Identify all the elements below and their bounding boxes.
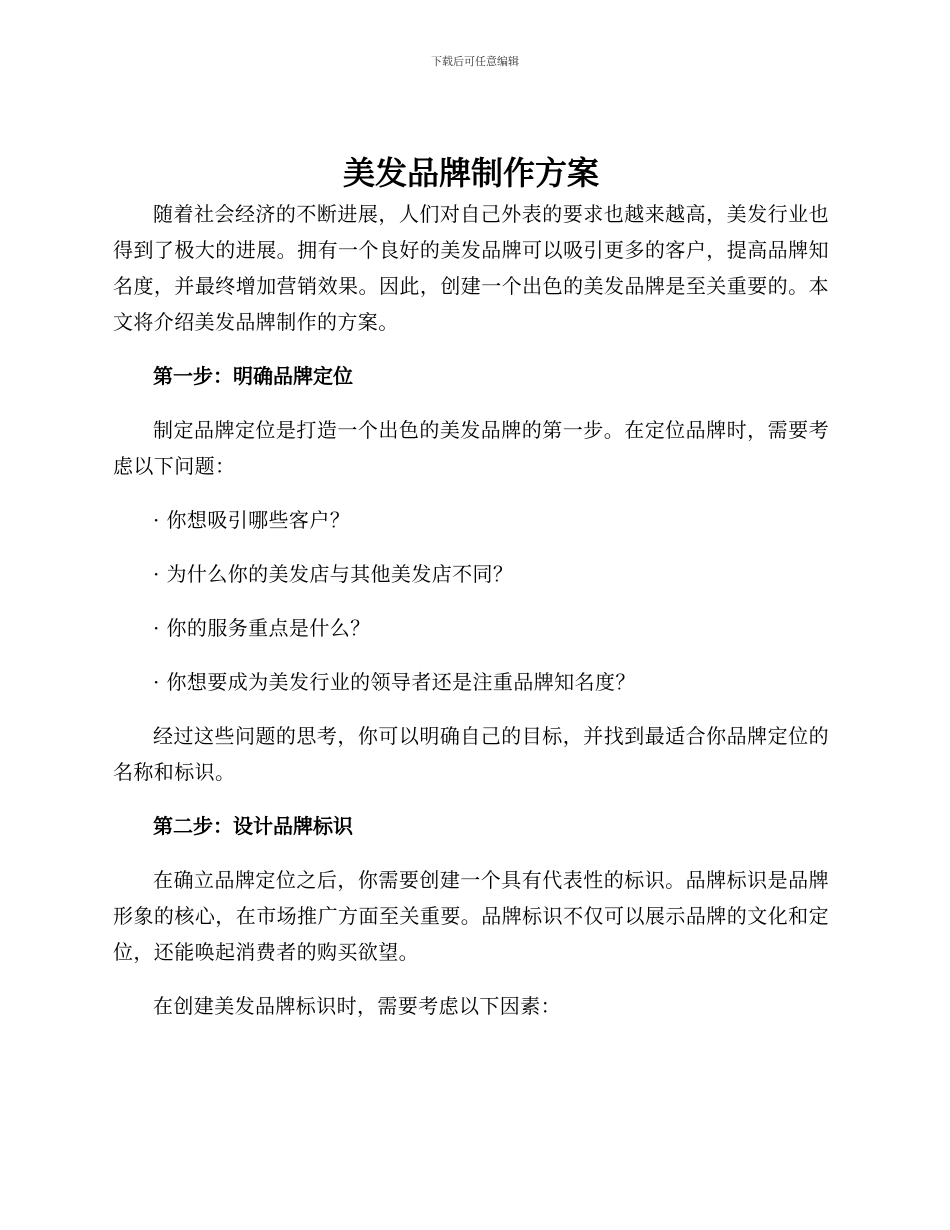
- spacer: [113, 538, 829, 556]
- step2-factors-intro: 在创建美发品牌标识时，需要考虑以下因素：: [153, 994, 561, 1018]
- intro-paragraph: 随着社会经济的不断进展，人们对自己外表的要求也越来越高，美发行业也得到了极大的进展。拥有一个良好的美发品牌可以吸引更多的客户，提高品牌知名度，并最终增加营销效果。因此，创建一个出色的美发品牌是至关重要的。本文将介绍美发品牌制作的方案。: [113, 202, 829, 334]
- spacer: [113, 970, 829, 988]
- spacer: [113, 592, 829, 610]
- bullet-item: · 你想吸引哪些客户？: [153, 508, 351, 532]
- spacer: [113, 646, 829, 664]
- bullet-item: · 你的服务重点是什么？: [153, 616, 371, 640]
- bullet-item: · 为什么你的美发店与其他美发店不同？: [153, 562, 514, 586]
- step1-conclusion: 经过这些问题的思考，你可以明确自己的目标，并找到最适合你品牌定位的名称和标识。: [113, 724, 829, 784]
- page-header-note: 下载后可任意编辑: [431, 55, 519, 68]
- step2-heading: 第二步：设计品牌标识: [153, 814, 353, 838]
- step1-paragraph: 制定品牌定位是打造一个出色的美发品牌的第一步。在定位品牌时，需要考虑以下问题：: [113, 418, 829, 478]
- document-body: [113, 150, 829, 1024]
- spacer: [113, 844, 829, 862]
- step1-heading: 第一步：明确品牌定位: [153, 364, 353, 388]
- step2-paragraph: 在确立品牌定位之后，你需要创建一个具有代表性的标识。品牌标识是品牌形象的核心，在市场推广方面至关重要。品牌标识不仅可以展示品牌的文化和定位，还能唤起消费者的购买欲望。: [113, 868, 829, 964]
- spacer: [113, 700, 829, 718]
- spacer: [113, 340, 829, 358]
- bullet-item: · 你想要成为美发行业的领导者还是注重品牌知名度？: [153, 670, 636, 694]
- document-title: 美发品牌制作方案: [342, 154, 599, 192]
- spacer: [113, 484, 829, 502]
- spacer: [113, 790, 829, 808]
- spacer: [113, 394, 829, 412]
